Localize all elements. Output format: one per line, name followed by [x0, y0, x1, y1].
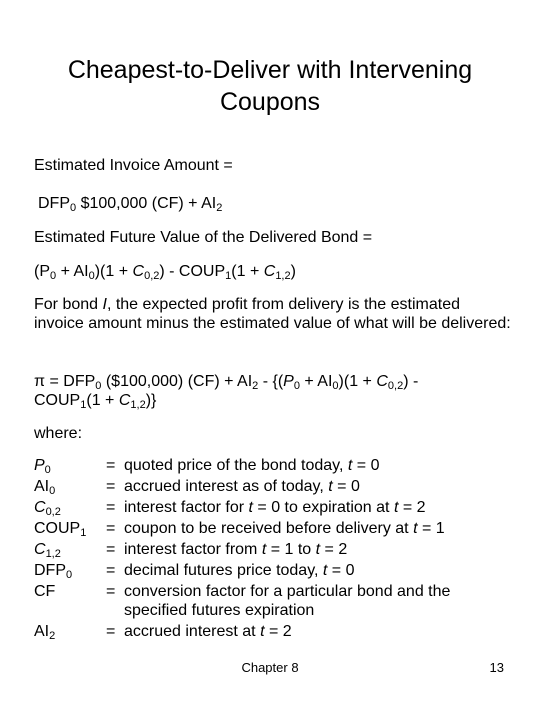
chapter-label: Chapter 8 — [241, 660, 299, 675]
bond-variable: I — [102, 296, 107, 313]
t-variable: t — [248, 499, 253, 516]
invoice-formula — [38, 194, 222, 213]
symbol-sub: 1,2 — [45, 548, 61, 560]
formula-sub: 0 — [95, 380, 102, 392]
formula-sub: 1 — [225, 270, 232, 282]
formula-sub: 1 — [80, 399, 87, 411]
formula-sub: 0,2 — [387, 380, 404, 392]
slide-title — [0, 54, 540, 118]
page-number: 13 — [489, 660, 504, 675]
desc-text: coupon to be received before delivery at — [124, 520, 414, 537]
formula-text: (P — [34, 263, 50, 280]
desc-text: accrued interest at — [124, 623, 261, 640]
formula-text: ) - COUP — [159, 263, 226, 280]
symbol-text: AI — [34, 623, 50, 640]
definition-text — [124, 561, 355, 580]
paragraph-text: For bond — [34, 296, 103, 313]
t-variable: t — [315, 541, 321, 558]
desc-text: decimal futures price today, — [124, 562, 323, 579]
equals-sign: = — [106, 541, 116, 558]
definition-symbol — [34, 498, 61, 517]
symbol-text: COUP — [34, 520, 81, 537]
formula-text: - {( — [258, 373, 284, 390]
formula-text: π = DFP — [34, 373, 96, 390]
formula-text: + AI — [56, 263, 89, 280]
t-variable: t — [347, 457, 353, 474]
equals-sign: = — [106, 583, 116, 600]
symbol-sub: 0 — [49, 485, 56, 497]
desc-text: = 0 to expiration at — [252, 499, 394, 516]
definition-row — [34, 540, 504, 559]
formula-var: C — [263, 263, 276, 280]
definition-text — [124, 540, 347, 559]
equals-sign: = — [106, 623, 116, 640]
definition-text: conversion factor for a particular bond and the — [124, 583, 451, 600]
desc-text: = 2 — [320, 541, 348, 558]
t-variable: t — [322, 562, 328, 579]
profit-formula — [34, 372, 514, 410]
desc-text: = 2 — [264, 623, 292, 640]
desc-text: interest factor for — [124, 499, 249, 516]
definition-symbol — [34, 519, 86, 538]
definition-text — [124, 519, 445, 538]
formula-var: C — [118, 392, 131, 409]
symbol-text: C — [34, 541, 46, 558]
definition-text — [124, 456, 379, 475]
symbol-sub: 2 — [49, 630, 56, 642]
formula-var: C — [376, 373, 388, 390]
symbol-text: AI — [34, 478, 50, 495]
symbol-sub: 0 — [66, 569, 73, 581]
symbol-sub: 1 — [80, 527, 87, 539]
definition-row-continuation — [34, 601, 504, 620]
symbol-text: CF — [34, 583, 56, 600]
formula-text: COUP — [34, 392, 81, 409]
formula-text: ) - — [403, 373, 419, 390]
definition-symbol — [34, 477, 55, 496]
formula-text: (1 + — [86, 392, 119, 409]
formula-sub: 1,2 — [275, 270, 291, 282]
t-variable: t — [393, 499, 399, 516]
formula-sub: 0 — [70, 202, 77, 214]
definition-row — [34, 561, 504, 580]
symbol-sub: 0 — [44, 464, 51, 476]
definition-row — [34, 498, 504, 517]
definition-row — [34, 622, 504, 641]
profit-paragraph — [34, 295, 514, 333]
desc-text: = 0 — [352, 457, 380, 474]
equals-sign: = — [106, 478, 116, 495]
definition-symbol — [34, 582, 55, 601]
definition-row — [34, 456, 504, 475]
definition-text: specified futures expiration — [124, 602, 315, 619]
formula-sub: 0 — [50, 270, 57, 282]
symbol-text: P — [34, 457, 45, 474]
formula-sub: 0 — [332, 380, 339, 392]
symbol-sub: 0,2 — [45, 506, 61, 518]
title-line-2: Coupons — [219, 88, 321, 116]
definition-row — [34, 582, 504, 601]
desc-text: accrued interest as of today, — [124, 478, 329, 495]
desc-text: = 0 — [332, 478, 360, 495]
definition-symbol — [34, 540, 61, 559]
future-value-heading: Estimated Future Value of the Delivered Bond = — [34, 229, 373, 246]
t-variable: t — [328, 478, 333, 495]
definition-text — [124, 622, 292, 641]
symbol-text: C — [34, 499, 46, 516]
where-label: where: — [34, 425, 83, 442]
t-variable: t — [413, 520, 418, 537]
formula-sub: 2 — [216, 202, 223, 214]
formula-sub: 0 — [293, 380, 300, 392]
formula-var: P — [283, 373, 294, 390]
definition-symbol — [34, 622, 55, 641]
formula-text: (1 + — [231, 263, 264, 280]
definition-text — [124, 477, 360, 496]
formula-sub: 2 — [252, 380, 259, 392]
formula-text: )(1 + — [338, 373, 377, 390]
t-variable: t — [261, 541, 267, 558]
paragraph-text: , the expected profit from delivery is the estimated invoice amount minus the estimated value of what will be delivered: — [34, 296, 511, 332]
formula-text: + AI — [299, 373, 333, 390]
formula-sub: 1,2 — [130, 399, 146, 411]
equals-sign: = — [106, 562, 116, 579]
formula-text: DFP — [38, 195, 70, 212]
formula-text: ) — [290, 263, 296, 280]
desc-text: = 1 to — [266, 541, 316, 558]
formula-text: )(1 + — [94, 263, 133, 280]
definition-symbol — [34, 561, 72, 580]
desc-text: = 1 — [417, 520, 445, 537]
desc-text: = 2 — [398, 499, 426, 516]
desc-text: interest factor from — [124, 541, 262, 558]
future-value-formula — [34, 262, 296, 281]
definition-row — [34, 477, 504, 496]
equals-sign: = — [106, 499, 116, 516]
symbol-text: DFP — [34, 562, 66, 579]
definition-text — [124, 498, 426, 517]
equals-sign: = — [106, 520, 116, 537]
desc-text: = 0 — [327, 562, 355, 579]
formula-text: ($100,000) (CF) + AI — [101, 373, 253, 390]
equals-sign: = — [106, 457, 116, 474]
formula-sub: 0,2 — [144, 270, 160, 282]
formula-text: $100,000 (CF) + AI — [76, 195, 217, 212]
definition-row — [34, 519, 504, 538]
desc-text: quoted price of the bond today, — [124, 457, 348, 474]
definition-symbol — [34, 456, 51, 475]
formula-text: )} — [145, 392, 157, 409]
formula-var: C — [132, 263, 145, 280]
invoice-heading: Estimated Invoice Amount = — [34, 157, 233, 174]
title-line-1: Cheapest-to-Deliver with Intervening — [67, 56, 473, 84]
formula-sub: 0 — [88, 270, 95, 282]
t-variable: t — [260, 623, 265, 640]
